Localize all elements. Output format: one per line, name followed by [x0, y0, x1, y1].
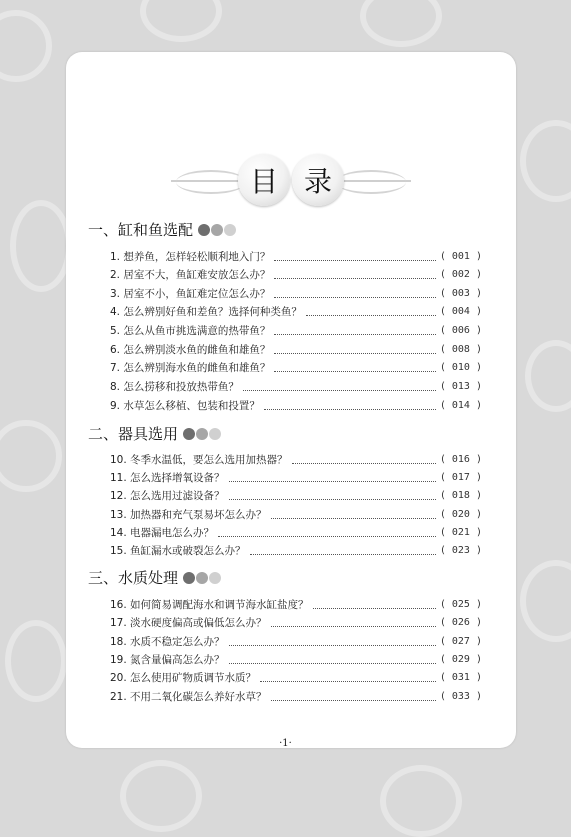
- toc-entry[interactable]: [110, 450, 482, 468]
- dot-leader: [250, 545, 436, 555]
- toc-entry-label: 20. 怎么使用矿物质调节水质？: [110, 671, 257, 684]
- dot-leader: [271, 617, 436, 627]
- toc-entry[interactable]: [110, 650, 482, 668]
- toc-entry[interactable]: [110, 247, 482, 265]
- dot-leader: [271, 691, 436, 701]
- toc-entry[interactable]: [110, 523, 482, 541]
- title-char-1: 目: [238, 154, 290, 206]
- toc-entry-label: 10. 冬季水温低，要怎么选用加热器？: [110, 453, 288, 466]
- toc-entry-label: 21. 不用二氧化碳怎么养好水草？: [110, 690, 267, 703]
- toc-entry-label: 4. 怎么辨别好鱼和差鱼？选择何种类鱼？: [110, 305, 302, 318]
- title-ornament-left: [176, 170, 246, 194]
- toc-entry-label: 1. 想养鱼，怎样轻松顺利地入门？: [110, 250, 271, 263]
- toc-entry-label: 11. 怎么选择增氧设备？: [110, 471, 225, 484]
- toc-entry[interactable]: [110, 668, 482, 686]
- toc-entry[interactable]: [110, 595, 482, 613]
- toc-entry-label: 8. 怎么捞移和投放热带鱼？: [110, 380, 239, 393]
- toc-entry-page: ( 001 ): [439, 250, 482, 262]
- dot-leader: [292, 454, 436, 464]
- dot-leader: [229, 490, 436, 500]
- toc-entry-label: 2. 居室不大，鱼缸难安放怎么办？: [110, 268, 271, 281]
- toc-entry-page: ( 021 ): [439, 526, 482, 538]
- bullet-dot-icon: [183, 572, 195, 584]
- toc-entry[interactable]: [110, 284, 482, 302]
- toc-entry-label: 16. 如何简易调配海水和调节海水缸盐度？: [110, 598, 309, 611]
- toc-entry-page: ( 014 ): [439, 399, 482, 411]
- bullet-dot-icon: [209, 428, 221, 440]
- bullet-dot-icon: [211, 224, 223, 236]
- section-heading: 三、水质处理: [88, 567, 221, 589]
- dot-leader: [260, 672, 436, 682]
- toc-entry[interactable]: [110, 486, 482, 504]
- toc-entry[interactable]: [110, 613, 482, 631]
- toc-entry[interactable]: [110, 302, 482, 320]
- toc-entry-page: ( 013 ): [439, 380, 482, 392]
- toc-entry-page: ( 031 ): [439, 671, 482, 683]
- bullet-dot-icon: [196, 572, 208, 584]
- toc-entry-page: ( 018 ): [439, 489, 482, 501]
- toc-entry-page: ( 002 ): [439, 268, 482, 280]
- toc-entry-label: 7. 怎么辨别海水鱼的雌鱼和雄鱼？: [110, 361, 271, 374]
- toc-entry[interactable]: [110, 340, 482, 358]
- dot-leader: [306, 306, 436, 316]
- page-number: ·1·: [279, 738, 292, 749]
- toc-entry-page: ( 023 ): [439, 544, 482, 556]
- toc-title: [66, 152, 516, 208]
- toc-entry[interactable]: [110, 377, 482, 395]
- toc-entry[interactable]: [110, 687, 482, 705]
- toc-entry-label: 17. 淡水硬度偏高或偏低怎么办？: [110, 616, 267, 629]
- toc-entry[interactable]: [110, 468, 482, 486]
- bullet-dot-icon: [196, 428, 208, 440]
- toc-entry-label: 6. 怎么辨别淡水鱼的雌鱼和雄鱼？: [110, 343, 271, 356]
- toc-entry[interactable]: [110, 505, 482, 523]
- toc-entry-label: 13. 加热器和充气泵易坏怎么办？: [110, 508, 267, 521]
- bullet-dot-icon: [183, 428, 195, 440]
- bullet-dot-icon: [209, 572, 221, 584]
- toc-entry-label: 12. 怎么选用过滤设备？: [110, 489, 225, 502]
- toc-entry-page: ( 006 ): [439, 324, 482, 336]
- dot-leader: [274, 288, 435, 298]
- dot-leader: [229, 636, 436, 646]
- dot-leader: [229, 654, 436, 664]
- toc-entry[interactable]: [110, 541, 482, 559]
- toc-entry-label: 18. 水质不稳定怎么办？: [110, 635, 225, 648]
- toc-entry[interactable]: [110, 321, 482, 339]
- toc-entry-label: 3. 居室不小，鱼缸难定位怎么办？: [110, 287, 271, 300]
- toc-entry-label: 14. 电器漏电怎么办？: [110, 526, 215, 539]
- toc-entry-page: ( 027 ): [439, 635, 482, 647]
- title-char-2: 录: [292, 154, 344, 206]
- toc-entry-page: ( 017 ): [439, 471, 482, 483]
- toc-entry[interactable]: [110, 358, 482, 376]
- toc-entry-label: 15. 鱼缸漏水或破裂怎么办？: [110, 544, 246, 557]
- dot-leader: [274, 325, 435, 335]
- dot-leader: [313, 599, 436, 609]
- dot-leader: [274, 251, 435, 261]
- toc-entry-page: ( 025 ): [439, 598, 482, 610]
- toc-entry-page: ( 008 ): [439, 343, 482, 355]
- dot-leader: [218, 527, 436, 537]
- toc-entry-page: ( 020 ): [439, 508, 482, 520]
- toc-entry-page: ( 029 ): [439, 653, 482, 665]
- toc-entry[interactable]: [110, 396, 482, 414]
- section-heading: 二、器具选用: [88, 423, 221, 445]
- toc-entry-page: ( 033 ): [439, 690, 482, 702]
- toc-entry[interactable]: [110, 265, 482, 283]
- toc-entry-label: 19. 氮含量偏高怎么办？: [110, 653, 225, 666]
- dot-leader: [229, 472, 436, 482]
- toc-entry-page: ( 010 ): [439, 361, 482, 373]
- toc-entry-page: ( 003 ): [439, 287, 482, 299]
- dot-leader: [274, 269, 435, 279]
- dot-leader: [274, 344, 435, 354]
- toc-entry[interactable]: [110, 632, 482, 650]
- toc-entry-label: 9. 水草怎么移植、包装和投置？: [110, 399, 260, 412]
- bullet-dot-icon: [198, 224, 210, 236]
- dot-leader: [274, 362, 435, 372]
- section-heading: 一、缸和鱼选配: [88, 219, 236, 241]
- toc-entry-page: ( 016 ): [439, 453, 482, 465]
- dot-leader: [264, 400, 436, 410]
- toc-entry-page: ( 004 ): [439, 305, 482, 317]
- toc-entry-page: ( 026 ): [439, 616, 482, 628]
- dot-leader: [243, 381, 436, 391]
- dot-leader: [271, 509, 436, 519]
- title-ornament-right: [336, 170, 406, 194]
- toc-entry-label: 5. 怎么从鱼市挑选满意的热带鱼？: [110, 324, 271, 337]
- bullet-dot-icon: [224, 224, 236, 236]
